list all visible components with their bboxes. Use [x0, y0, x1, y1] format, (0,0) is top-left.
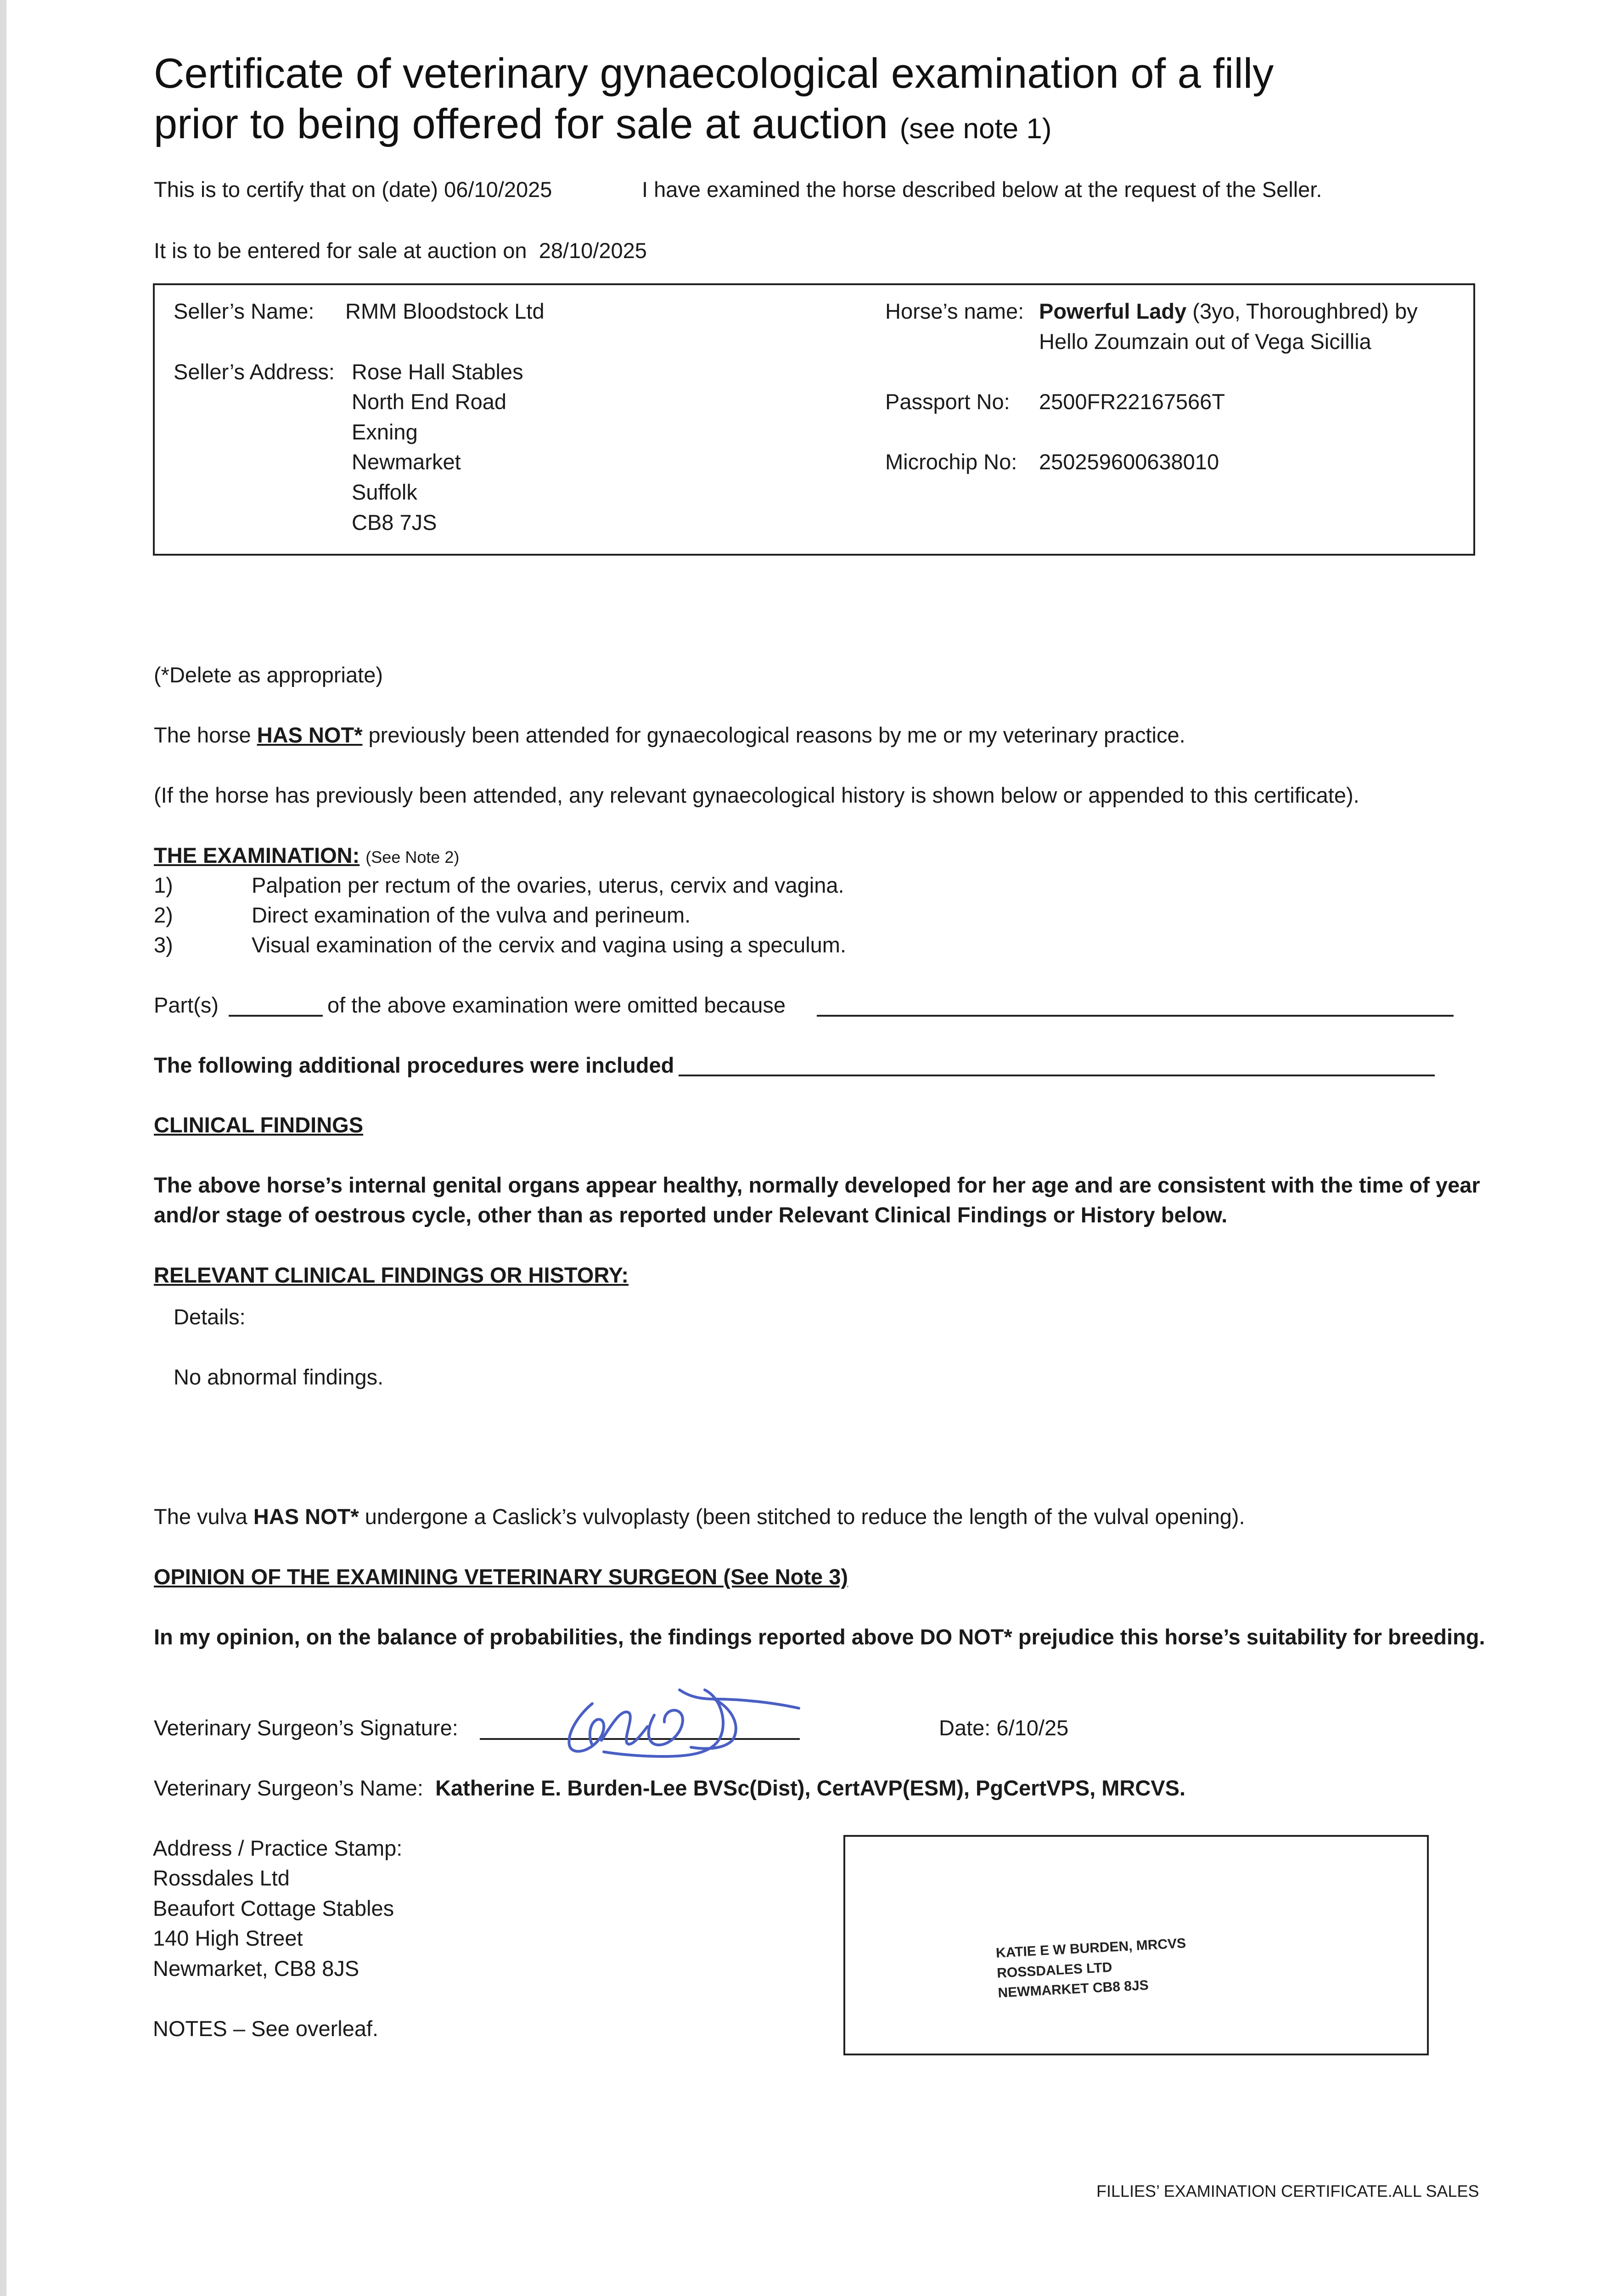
certify-line	[154, 177, 552, 203]
relevant-findings-heading: RELEVANT CLINICAL FINDINGS OR HISTORY:	[154, 1263, 629, 1287]
exam-item-text: Direct examination of the vulva and perineum.	[252, 903, 691, 927]
horse-name-label: Horse’s name:	[885, 299, 1024, 323]
parts-prefix: Part(s)	[154, 993, 219, 1017]
additional-procedures-line	[679, 1075, 1435, 1076]
examination-heading-line	[154, 843, 459, 868]
seller-address-line: Newmarket	[352, 450, 461, 474]
seller-address-label: Seller’s Address:	[174, 360, 335, 384]
clinical-findings-line-1: The above horse’s internal genital organs appear healthy, normally developed for her age and are consistent with the time of year	[154, 1173, 1480, 1197]
practice-address-line: Rossdales Ltd	[153, 1866, 290, 1890]
seller-address-line: Exning	[352, 420, 418, 444]
certificate-title-line-1: Certificate of veterinary gynaecological examination of a filly	[154, 50, 1274, 97]
microchip-label: Microchip No:	[885, 450, 1017, 474]
footer-label: FILLIES’ EXAMINATION CERTIFICATE.ALL SALES	[1096, 2182, 1479, 2200]
attended-suffix: previously been attended for gynaecological reasons by me or my veterinary practice.	[368, 723, 1185, 747]
horse-breeding: Hello Zoumzain out of Vega Sicillia	[1039, 329, 1371, 354]
signature-image	[549, 1671, 806, 1768]
signature-date-line	[939, 1715, 1068, 1741]
seller-address-line: CB8 7JS	[352, 510, 437, 535]
examination-note: (See Note 2)	[365, 848, 460, 867]
auction-date: 28/10/2025	[539, 238, 647, 263]
auction-line	[154, 238, 647, 264]
clinical-findings-line-2: and/or stage of oestrous cycle, other than as reported under Relevant Clinical Findings or History below.	[154, 1203, 1228, 1227]
certify-prefix: This is to certify that on (date)	[154, 177, 438, 202]
delete-note: (*Delete as appropriate)	[154, 663, 383, 687]
vulva-suffix: undergone a Caslick’s vulvoplasty (been stitched to reduce the length of the vulval opening).	[365, 1504, 1245, 1529]
auction-prefix: It is to be entered for sale at auction on	[154, 238, 527, 263]
exam-item-number: 1)	[154, 873, 173, 897]
seller-address-line: Rose Hall Stables	[352, 360, 523, 384]
stamp-line: NEWMARKET CB8 8JS	[997, 1977, 1149, 2001]
vulva-prefix: The vulva	[154, 1504, 247, 1529]
seller-address-line: North End Road	[352, 389, 507, 414]
opinion-heading: OPINION OF THE EXAMINING VETERINARY SURGEON (See Note 3)	[154, 1564, 848, 1589]
notes-overleaf: NOTES – See overleaf.	[153, 2016, 379, 2041]
parts-blank-line	[229, 1015, 323, 1017]
practice-stamp	[995, 1933, 1189, 2003]
attended-statement	[154, 722, 1185, 748]
stamp-line: ROSSDALES LTD	[996, 1959, 1113, 1981]
vulva-flag: HAS NOT*	[253, 1504, 359, 1529]
horse-name: Powerful Lady	[1039, 299, 1187, 323]
horse-description: (3yo, Thoroughbred) by	[1192, 299, 1418, 323]
exam-item-number: 3)	[154, 933, 173, 957]
exam-item-text: Visual examination of the cervix and vagina using a speculum.	[252, 933, 847, 957]
attended-note: (If the horse has previously been attended, any relevant gynaecological history is shown below or appended to this certificate).	[154, 783, 1359, 807]
omitted-reason-line	[817, 1015, 1454, 1017]
attended-prefix: The horse	[154, 723, 251, 747]
passport-label: Passport No:	[885, 389, 1010, 414]
practice-stamp-label: Address / Practice Stamp:	[153, 1836, 403, 1860]
certificate-title-note: (see note 1)	[899, 113, 1052, 145]
exam-item-number: 2)	[154, 903, 173, 927]
additional-procedures-label: The following additional procedures were included	[154, 1053, 674, 1077]
certificate-title-line-2	[154, 100, 1052, 149]
certify-suffix: I have examined the horse described below at the request of the Seller.	[642, 177, 1322, 202]
clinical-findings-heading: CLINICAL FINDINGS	[154, 1113, 364, 1137]
stamp-line: KATIE E W BURDEN, MRCVS	[995, 1936, 1186, 1961]
practice-address-line: Newmarket, CB8 8JS	[153, 1956, 359, 1981]
details-text: No abnormal findings.	[174, 1365, 384, 1389]
examination-heading: THE EXAMINATION:	[154, 843, 360, 867]
signature-date-label: Date:	[939, 1716, 991, 1740]
signature-date: 6/10/25	[996, 1716, 1069, 1740]
seller-name-label: Seller’s Name:	[174, 299, 314, 323]
microchip-number: 250259600638010	[1039, 450, 1219, 474]
scan-edge	[0, 0, 6, 2296]
horse-name-line	[1039, 298, 1418, 324]
seller-name: RMM Bloodstock Ltd	[345, 299, 545, 323]
surgeon-name: Katherine E. Burden-Lee BVSc(Dist), CertAVP(ESM), PgCertVPS, MRCVS.	[435, 1776, 1186, 1800]
exam-date: 06/10/2025	[444, 177, 552, 202]
parts-suffix: of the above examination were omitted because	[327, 993, 786, 1017]
opinion-text: In my opinion, on the balance of probabilities, the findings reported above DO NOT* prejudice this horse’s suitability for breeding.	[154, 1625, 1485, 1649]
seller-address-line: Suffolk	[352, 480, 417, 504]
surgeon-name-line	[154, 1775, 1185, 1801]
passport-number: 2500FR22167566T	[1039, 389, 1225, 414]
surgeon-name-label: Veterinary Surgeon’s Name:	[154, 1776, 423, 1800]
certificate-title-main: prior to being offered for sale at auction	[154, 101, 888, 147]
signature-label: Veterinary Surgeon’s Signature:	[154, 1716, 458, 1740]
practice-address-line: Beaufort Cottage Stables	[153, 1896, 394, 1920]
attended-flag: HAS NOT*	[257, 723, 363, 747]
vulva-statement	[154, 1504, 1245, 1530]
exam-item-text: Palpation per rectum of the ovaries, uterus, cervix and vagina.	[252, 873, 844, 897]
practice-address-line: 140 High Street	[153, 1926, 303, 1950]
details-label: Details:	[174, 1305, 246, 1329]
